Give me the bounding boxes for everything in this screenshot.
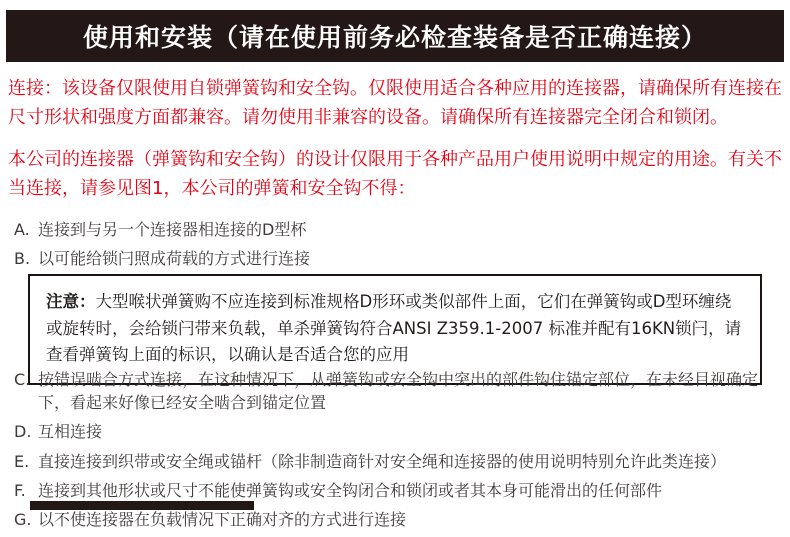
list-item (10, 368, 780, 414)
list-item-text: 直接连接到织带或安全绳或锚杆（除非制造商针对安全绳和连接器的使用说明特别允许此类连接） (38, 451, 727, 471)
list-item (10, 218, 780, 241)
list-item-marker: F. (14, 480, 26, 500)
list-item-text: 连接到其他形状或尺寸不能使弹簧钩或安全钩闭合和锁闭或者其本身可能滑出的任何部件 (38, 480, 663, 500)
list-item-text: 以可能给锁闩照成荷载的方式进行连接 (38, 249, 311, 269)
list-item (10, 420, 780, 443)
list-item (10, 508, 780, 531)
list-item-text: 连接到与另一个连接器相连接的D型杯 (38, 220, 307, 239)
list-item-marker: E. (14, 451, 30, 471)
prohibited-list-cg (10, 368, 780, 537)
list-item-marker: D. (14, 422, 32, 442)
warning-intro (8, 74, 782, 217)
list-item-marker: C. (14, 370, 31, 389)
warning-paragraph-usage: 本公司的连接器（弹簧钩和安全钩）的设计仅限用于各种产品用户使用说明中规定的用途。有关不当连接，请参见图1，本公司的弹簧和安全钩不得： (8, 149, 782, 200)
truncated-next-section-bar (30, 501, 254, 510)
section-header-bar (6, 10, 784, 62)
list-item (10, 247, 780, 270)
warning-paragraph-connection: 连接：该设备仅限使用自锁弹簧钩和安全钩。仅限使用适合各种应用的连接器，请确保所有连接在尺寸形状和强度方面都兼容。请勿使用非兼容的设备。请确保所有连接器完全闭合和锁闭。 (8, 78, 782, 129)
list-item-text: 以不使连接器在负载情况下正确对齐的方式进行连接 (38, 509, 407, 529)
list-item-marker: G. (14, 509, 32, 529)
notice-text: 大型喉状弹簧购不应连接到标准规格D形环或类似部件上面，它们在弹簧钩或D型环缠绕或旋转时，会给锁闩带来负载，单杀弹簧钩符合ANSI Z359.1-2007 标准并配有16KN锁闩，请查看弹簧钩上面的标识，以确认是否适合您的应用 (46, 292, 742, 365)
notice-label: 注意： (46, 292, 96, 311)
list-item (10, 479, 780, 502)
list-item (10, 450, 780, 473)
section-title: 使用和安装（请在使用前务必检查装备是否正确连接） (82, 23, 707, 52)
list-item-marker: A. (14, 220, 30, 239)
list-item-text: 互相连接 (38, 422, 103, 442)
list-item-marker: B. (14, 249, 31, 269)
list-item-text: 按错误啮合方式连接，在这种情况下，从弹簧钩或安全钩中突出的部件钩住锚定部位，在未经目视确定下，看起来好像已经安全啮合到锚定位置 (38, 370, 759, 413)
prohibited-list-ab (10, 218, 780, 276)
